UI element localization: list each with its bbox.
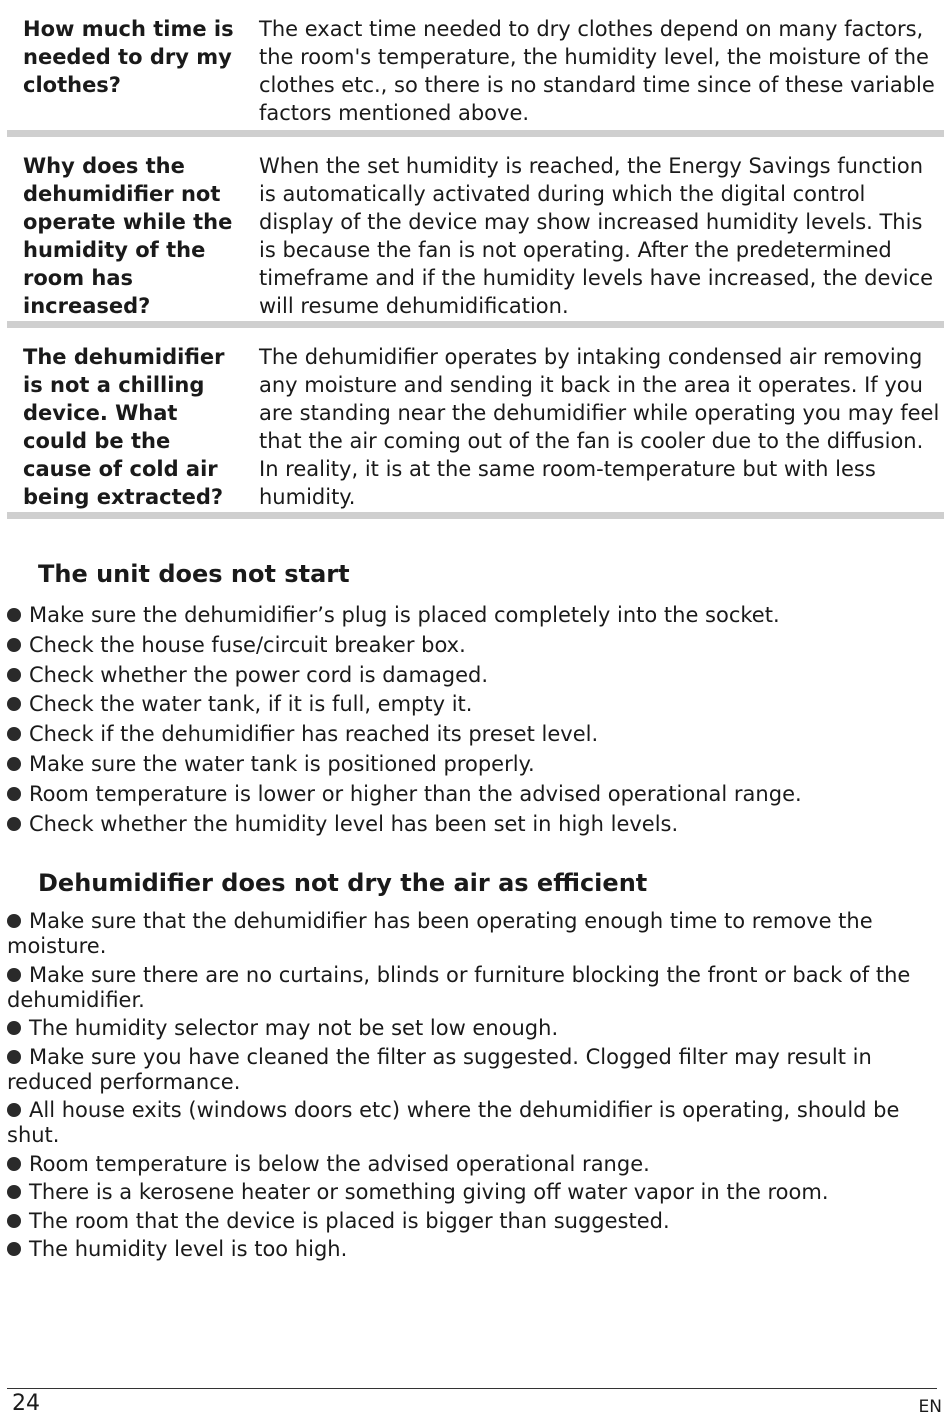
section-title-unit-does-not-start: The unit does not start [38,560,350,588]
bullet-icon [7,1021,21,1035]
checklist-does-not-dry-air [7,909,937,1266]
bullet-icon [7,608,21,622]
list-item-text: Make sure the water tank is positioned properly. [29,751,535,776]
list-item-text: Check the water tank, if it is full, empty it. [29,692,473,717]
bullet-icon [7,914,21,928]
list-item-text: Room temperature is lower or higher than the advised operational range. [29,781,802,806]
list-item [7,780,937,810]
list-item-text: The room that the device is placed is bigger than suggested. [29,1208,670,1233]
list-item-text: Check whether the humidity level has been set in high levels. [29,811,679,836]
list-item [7,1045,937,1095]
bullet-icon [7,1214,21,1228]
list-item [7,661,937,691]
faq-question: The dehumidifier is not a chilling device. What could be the cause of cold air being extracted? [23,345,225,509]
bullet-icon [7,668,21,682]
faq-table [7,0,944,519]
list-item [7,1098,937,1148]
list-item [7,963,937,1013]
bullet-icon [7,1103,21,1117]
list-item [7,909,937,959]
bullet-icon [7,968,21,982]
list-item-text: Make sure there are no curtains, blinds or furniture blocking the front or back of the dehumidifier. [7,962,911,1012]
list-item-text: Make sure you have cleaned the filter as suggested. Clogged filter may result in reduced performance. [7,1044,872,1094]
list-item [7,1016,937,1041]
page-number: 24 [12,1391,40,1416]
list-item-text: Check whether the power cord is damaged. [29,662,489,687]
list-item-text: Room temperature is below the advised operational range. [29,1151,650,1176]
list-item-text: All house exits (windows doors etc) where the dehumidifier is operating, should be shut. [7,1098,900,1147]
list-item [7,720,937,750]
list-item [7,750,937,780]
list-item-text: Make sure that the dehumidifier has been operating enough time to remove the moisture. [7,909,873,958]
list-item [7,810,937,840]
language-code: EN [918,1397,942,1417]
list-item-text: The humidity level is too high. [29,1237,348,1261]
list-item [7,1152,937,1177]
faq-question: Why does the dehumidifier not operate while the humidity of the room has increased? [23,154,233,318]
faq-row [7,0,944,137]
bullet-icon [7,638,21,652]
list-item-text: There is a kerosene heater or something giving off water vapor in the room. [29,1180,829,1204]
list-item [7,1237,937,1262]
faq-answer: The dehumidifier operates by intaking condensed air removing any moisture and sending it back in the area it operates. If you are standing near the dehumidifier while operating you may feel that the air coming out of the fan is cooler due to the diffusion. In reality, it is at the same room-temperature but with less humidity. [259,345,940,509]
faq-row [7,137,944,328]
faq-answer: The exact time needed to dry clothes depend on many factors, the room's temperature, the humidity level, the moisture of the clothes etc., so there is no standard time since of these variable factors mentioned above. [259,17,935,125]
bullet-icon [7,697,21,711]
faq-question: How much time is needed to dry my clothes? [23,17,234,97]
bullet-icon [7,1242,21,1256]
list-item [7,1209,937,1234]
faq-row [7,328,944,519]
list-item [7,1180,937,1205]
bullet-icon [7,817,21,831]
bullet-icon [7,1185,21,1199]
list-item-text: Check the house fuse/circuit breaker box. [29,632,466,657]
list-item [7,601,937,631]
checklist-unit-does-not-start [7,601,937,839]
list-item [7,690,937,720]
bullet-icon [7,727,21,741]
list-item-text: Check if the dehumidifier has reached its preset level. [29,722,599,747]
list-item-text: The humidity selector may not be set low enough. [29,1016,559,1040]
bullet-icon [7,1157,21,1171]
bullet-icon [7,1050,21,1064]
bullet-icon [7,757,21,771]
section-title-does-not-dry-air: Dehumidifier does not dry the air as efficient [38,869,648,897]
list-item-text: Make sure the dehumidifier’s plug is placed completely into the socket. [29,603,780,627]
list-item [7,631,937,661]
bullet-icon [7,787,21,801]
faq-answer: When the set humidity is reached, the Energy Savings function is automatically activated during which the digital control display of the device may show increased humidity levels. This is because the fan is not operating. After the predetermined timeframe and if the humidity levels have increased, the device will resume dehumidification. [259,154,934,318]
footer-divider [7,1388,937,1389]
